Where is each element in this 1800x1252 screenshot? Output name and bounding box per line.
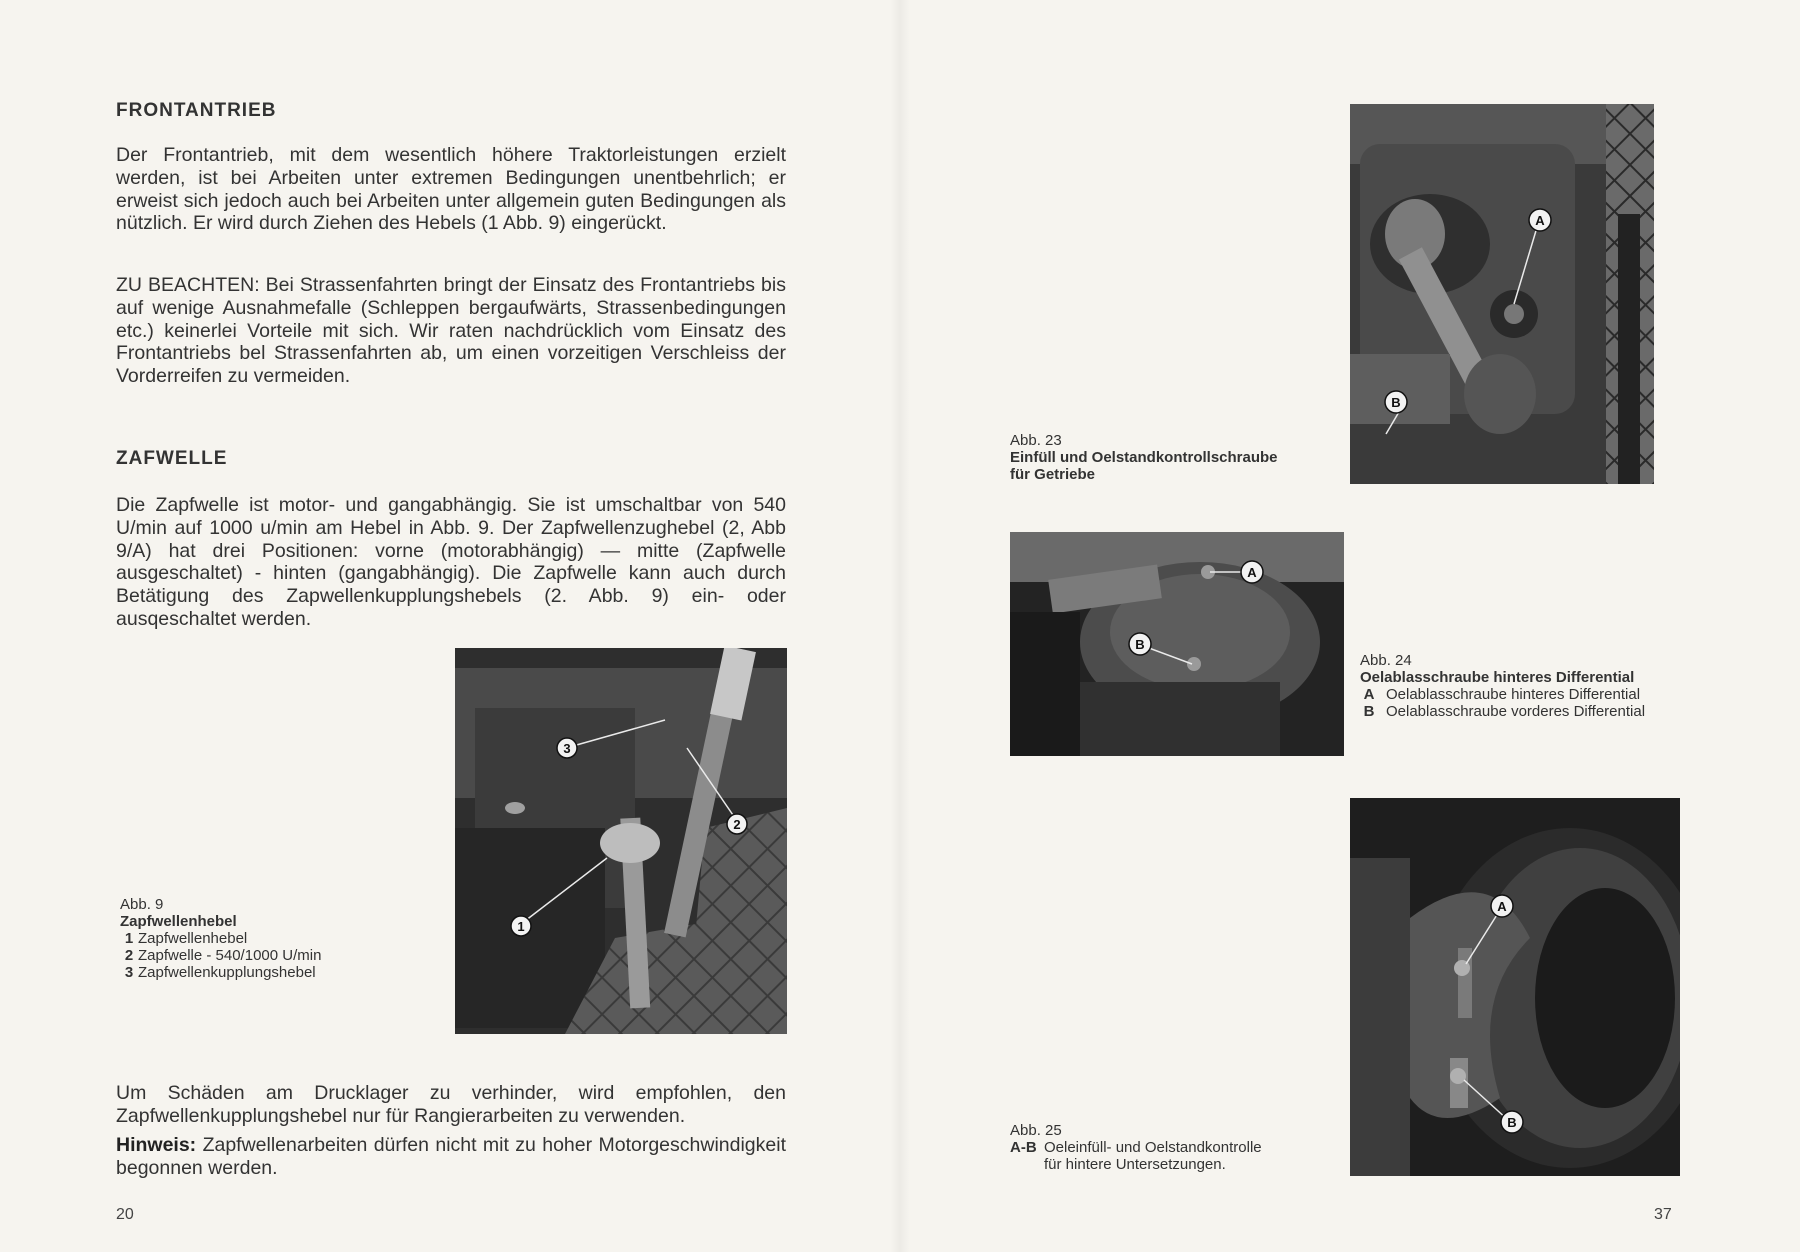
figure23-title-line1: Einfüll und Oelstandkontrollschraube bbox=[1010, 449, 1278, 466]
figure23-caption bbox=[1010, 432, 1350, 483]
figure24-item-text: Oelablasschraube vorderes Differential bbox=[1386, 703, 1646, 720]
svg-text:2: 2 bbox=[733, 817, 741, 832]
figure9-item-1 bbox=[120, 930, 410, 947]
figure25-item-line2 bbox=[1010, 1156, 1340, 1173]
figure24-title: Oelablasschraube hinteres Differential bbox=[1360, 669, 1635, 686]
svg-text:B: B bbox=[1135, 637, 1145, 652]
figure23-photo bbox=[1350, 104, 1654, 484]
svg-text:B: B bbox=[1507, 1115, 1517, 1130]
frontantrieb-paragraph-2: ZU BEACHTEN: Bei Strassenfahrten bringt der Einsatz des Frontantriebs bis auf wenige Ausnahmefalle (Schleppen bergaufwärts, Strassenbedingungen etc.) keinerlei Vorteile mit sich. Wir raten nachdrücklich vom Einsatz des Frontantriebs bel Strassenfahrten ab, um einen vorzeitigen Verschleiss der Vorderreifen zu vermeiden. bbox=[116, 274, 786, 388]
figure9-item-text: Zapfwelle - 540/1000 U/min bbox=[138, 947, 322, 964]
hint-text: Zapfwellenarbeiten dürfen nicht mit zu hoher Motorgeschwindigkeit begonnen werden. bbox=[116, 1134, 786, 1179]
heading-frontantrieb: FRONTANTRIEB bbox=[116, 100, 277, 121]
heading-zafwelle: ZAFWELLE bbox=[116, 448, 228, 469]
figure23-marker-a bbox=[1529, 209, 1551, 231]
figure24-caption bbox=[1360, 652, 1690, 720]
right-page bbox=[900, 0, 1800, 1252]
figure9-item-text: Zapfwellenhebel bbox=[138, 930, 248, 947]
figure25-item bbox=[1010, 1139, 1340, 1156]
figure9-item-key: 3 bbox=[124, 964, 134, 981]
figure9-marker-3 bbox=[557, 738, 577, 758]
figure9-item-3 bbox=[120, 964, 410, 981]
figure9-item-key: 1 bbox=[124, 930, 134, 947]
figure9-item-2 bbox=[120, 947, 410, 964]
drucklager-paragraph: Um Schäden am Drucklager zu verhinder, wird empfohlen, den Zapfwellenkupplungshebel nur für Rangierarbeiten zu verwenden. bbox=[116, 1082, 786, 1127]
figure25-text-line2: für hintere Untersetzungen. bbox=[1044, 1156, 1226, 1173]
figure23-number: Abb. 23 bbox=[1010, 432, 1062, 449]
figure9-item-text: Zapfwellenkupplungshebel bbox=[138, 964, 316, 981]
figure9-title: Zapfwellenhebel bbox=[120, 913, 237, 930]
figure25-number: Abb. 25 bbox=[1010, 1122, 1062, 1139]
figure9-marker-1 bbox=[511, 916, 531, 936]
figure24-photo bbox=[1010, 532, 1344, 756]
figure23-marker-b bbox=[1385, 391, 1407, 413]
figure25-caption bbox=[1010, 1122, 1340, 1173]
svg-text:B: B bbox=[1391, 395, 1401, 410]
figure24-item-key: A bbox=[1363, 686, 1375, 703]
page-number-right: 37 bbox=[1654, 1206, 1672, 1223]
figure25-key: A-B bbox=[1010, 1139, 1037, 1156]
figure24-marker-a bbox=[1241, 561, 1263, 583]
figure24-number: Abb. 24 bbox=[1360, 652, 1412, 669]
figure25-text-line1: Oeleinfüll- und Oelstandkontrolle bbox=[1044, 1139, 1262, 1156]
svg-text:A: A bbox=[1497, 899, 1507, 914]
figure24-item-key: B bbox=[1363, 703, 1375, 720]
figure25-photo bbox=[1350, 798, 1680, 1176]
figure23-title-line2: für Getriebe bbox=[1010, 466, 1096, 483]
figure9-caption bbox=[120, 896, 410, 981]
figure24-marker-b bbox=[1129, 633, 1151, 655]
figure25-marker-b bbox=[1501, 1111, 1523, 1133]
hint-paragraph bbox=[116, 1134, 786, 1180]
svg-text:3: 3 bbox=[563, 741, 571, 756]
figure9-photo bbox=[455, 648, 787, 1034]
zafwelle-paragraph-1: Die Zapfwelle ist motor- und gangabhängig. Sie ist umschaltbar von 540 U/min auf 1000 u/min am Hebel in Abb. 9. Der Zapfwellenzughebel (2, Abb 9/A) hat drei Positionen: vorne (motorabhängig) — mitte (Zapfwelle ausgeschaltet) - hinten (gangabhängig). Die Zapfwelle kann auch durch Betätigung des Zapwellenkupplungshebels (2. Abb. 9) ein- oder ausqeschaltet werden. bbox=[116, 494, 786, 630]
figure9-number: Abb. 9 bbox=[120, 896, 164, 913]
svg-text:A: A bbox=[1535, 213, 1545, 228]
figure24-item-b bbox=[1360, 703, 1690, 720]
svg-text:A: A bbox=[1247, 565, 1257, 580]
frontantrieb-paragraph-1: Der Frontantrieb, mit dem wesentlich höhere Traktorleistungen erzielt werden, ist bei Arbeiten unter extremen Bedingungen unentbehrlich; er erweist sich jedoch auch bei Arbeiten unter allgemein guten Bedingungen als nützlich. Er wird durch Ziehen des Hebels (1 Abb. 9) eingerückt. bbox=[116, 144, 786, 235]
figure9-item-key: 2 bbox=[124, 947, 134, 964]
hint-label: Hinweis: bbox=[116, 1134, 197, 1156]
figure25-marker-a bbox=[1491, 895, 1513, 917]
svg-text:1: 1 bbox=[517, 919, 525, 934]
figure24-item-a bbox=[1360, 686, 1690, 703]
figure24-item-text: Oelablasschraube hinteres Differential bbox=[1386, 686, 1641, 703]
figure9-marker-2 bbox=[727, 814, 747, 834]
figure25-key-spacer bbox=[1010, 1156, 1044, 1173]
page-number-left: 20 bbox=[116, 1206, 134, 1223]
